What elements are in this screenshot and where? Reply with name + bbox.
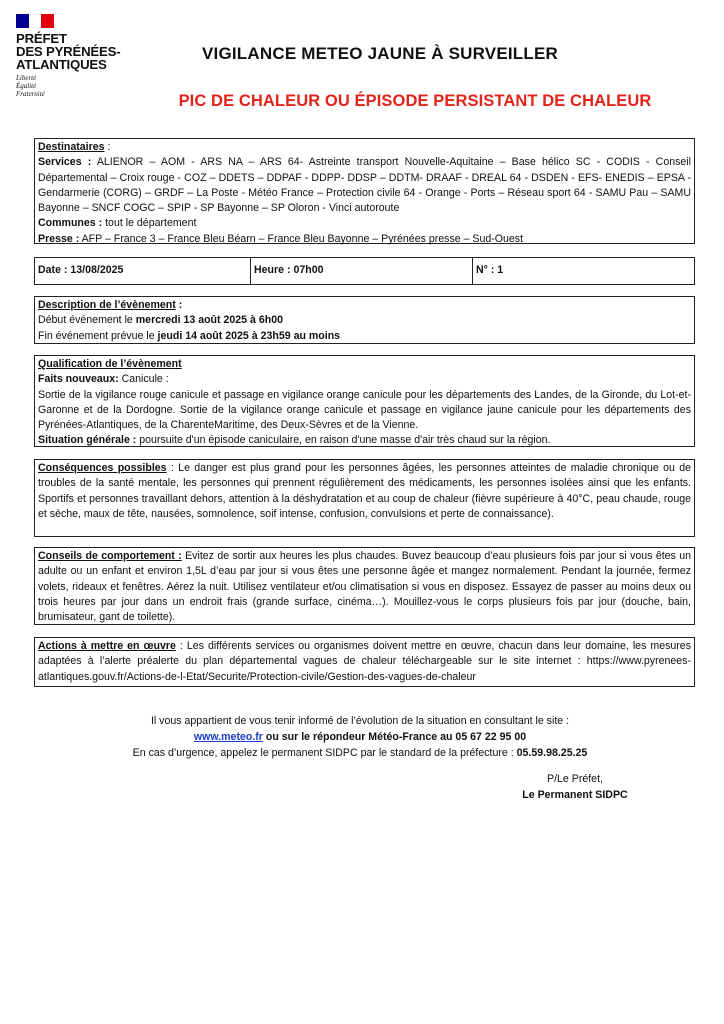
qualification-box [34, 355, 695, 447]
french-flag-icon [16, 14, 54, 28]
destinataires-heading: Destinataires [38, 141, 105, 153]
footer-line1: Il vous appartient de vous tenir informé de l’évolution de la situation en consultant le site : [150, 715, 570, 727]
description-box: Description de l’évènement : Début événement le mercredi 13 août 2025 à 6h00 Fin événement prévue le jeudi 14 août 2025 à 23h59 au moins [34, 296, 695, 344]
date-cell: Date : 13/08/2025 [35, 258, 251, 284]
presse-line: Presse : AFP – France 3 – France Bleu Béarn – France Bleu Bayonne – Pyrénées presse – Sud-Ouest [38, 232, 524, 245]
conseils-heading: Conseils de comportement : [38, 550, 182, 562]
conseils-text: Evitez de sortir aux heures les plus chaudes. Buvez beaucoup d’eau plusieurs fois par jour si vous êtes un adulte ou un enfant et environ 1,5L d’eau par jour si vous êtes une personne âgée et mangez normalement. Pendant la journée, fermez volets, rideaux et fenêtres. Aérez la nuit. Utilisez ventilateur et/ou climatisation si vous en disposez. Essayez de passer au moins deux ou trois heures par jour dans un endroit frais (grande surface, cinéma…). Mouillez-vous le corps plusieurs fois par jour (douche, bain, brumisateur, gant de toilette). [38, 550, 692, 624]
meteo-link[interactable]: www.meteo.fr [193, 731, 263, 743]
signature-line2: Le Permanent SIDPC [522, 789, 628, 801]
qualification-heading: Qualification de l’évènement [38, 358, 182, 370]
actions-text: : Les différents services ou organismes doivent mettre en œuvre, chacun dans leur domaine, les mesures adaptées à l’alerte préalerte du plan départemental vagues de chaleur téléchargeable sur le site internet : https://www.pyrenees-atlantiques.gouv.fr/Actions-de-l-Etat/Securite/Protection-civile/Gestion-des-vagues-de-chaleur [38, 640, 691, 683]
fin-line: Fin événement prévue le jeudi 14 août 2025 à 23h59 au moins [38, 329, 341, 342]
destinataires-box: Destinataires : Services : ALIENOR – AOM - ARS NA – ARS 64- Astreinte transport Nouvelle-Aquitaine – Base hélico SC - CODIS - Conseil Départemental – Croix rouge - COZ – DDETS – DDPAF - DDPP- DDSP – DDTM- DRAAF - DREAL 64 - DSDEN - EFS- ENEDIS – EPSA - Gendarmerie (CORG) – GRDF – La Poste - Météo France – Protection civile 64 - Orange - Ports – Réseau sport 64 - SAMU Pau – SAMU Bayonne – SNCF COGC – SPIP - SP Bayonne – SP Oloron - Vinci autoroute Communes : tout le département Presse : AFP – France 3 – France Bleu Béarn – France Bleu Bayonne – Pyrénées presse – Sud-Ouest [34, 138, 695, 244]
emergency-phone: 05.59.98.25.25 [516, 747, 588, 759]
prefecture-logo [16, 14, 146, 98]
debut-line: Début événement le mercredi 13 août 2025 à 6h00 [38, 314, 283, 327]
numero-cell: N° : 1 [476, 264, 504, 276]
footer-line2: www.meteo.fr ou sur le répondeur Météo-France au 05 67 22 95 00 [193, 731, 527, 743]
consequences-text: : Le danger est plus grand pour les personnes âgées, les personnes atteintes de maladie chronique ou de troubles de la santé mentale, les personnes qui prennent régulièrement des médicaments, les personnes isolées ainsi que les enfants. Sportifs et personnes travaillant dehors, attention à la déshydratation et au coup de chaleur (fièvre supérieure à 40°C, peau chaude, rouge et sèche, maux de tête, nausées, somnolence, soif intense, confusion, convulsions et perte de connaissance). [38, 462, 691, 520]
consequences-heading: Conséquences possibles [38, 462, 167, 474]
signature [500, 771, 650, 803]
situation-line: Situation générale : poursuite d'un épisode caniculaire, en raison d'une masse d'air très chaud sur la région. [38, 434, 551, 447]
actions-box [34, 637, 695, 687]
footer [60, 713, 660, 761]
document-subtitle: PIC DE CHALEUR OU ÉPISODE PERSISTANT DE CHALEUR [178, 92, 652, 110]
consequences-box [34, 459, 695, 537]
signature-line1: P/Le Préfet, [547, 773, 603, 785]
heure-cell: Heure : 07h00 [251, 258, 473, 284]
actions-heading: Actions à mettre en œuvre [38, 640, 176, 652]
faits-line: Faits nouveaux: Canicule : [38, 373, 169, 386]
footer-line3: En cas d’urgence, appelez le permanent SIDPC par le standard de la préfecture : 05.59.98.25.25 [132, 747, 588, 759]
republic-motto: Liberté Égalité Fraternité [16, 74, 45, 98]
description-heading: Description de l’évènement [38, 299, 176, 311]
meta-row [34, 257, 695, 285]
prefet-name: PRÉFET DES PYRÉNÉES- ATLANTIQUES [16, 31, 121, 72]
conseils-box [34, 547, 695, 625]
qualification-body: Sortie de la vigilance rouge canicule et passage en vigilance orange canicule pour les départements des Landes, de la Gironde, du Lot-et-Garonne et de la Dordogne. Sortie de la vigilance orange canicule et passage en vigilance jaune canicule pour les départements des Pyrénées-Atlantiques, de la CharenteMaritime, des Deux-Sèvres et de la Vienne. [38, 388, 691, 432]
services-paragraph: Services : ALIENOR – AOM - ARS NA – ARS 64- Astreinte transport Nouvelle-Aquitaine – Base hélico SC - CODIS - Conseil Départemental – Croix rouge - COZ – DDETS – DDPAF - DDPP- DDSP – DDTM- DRAAF - DREAL 64 - DSDEN - EFS- ENEDIS – EPSA - Gendarmerie (CORG) – GRDF – La Poste - Météo France – Protection civile 64 - Orange - Ports – Réseau sport 64 - SAMU Pau – SAMU Bayonne – SNCF COGC – SPIP - SP Bayonne – SP Oloron - Vinci autoroute [38, 156, 691, 215]
document-title: VIGILANCE METEO JAUNE À SURVEILLER [202, 44, 558, 63]
communes-line: Communes : tout le département [38, 217, 197, 230]
